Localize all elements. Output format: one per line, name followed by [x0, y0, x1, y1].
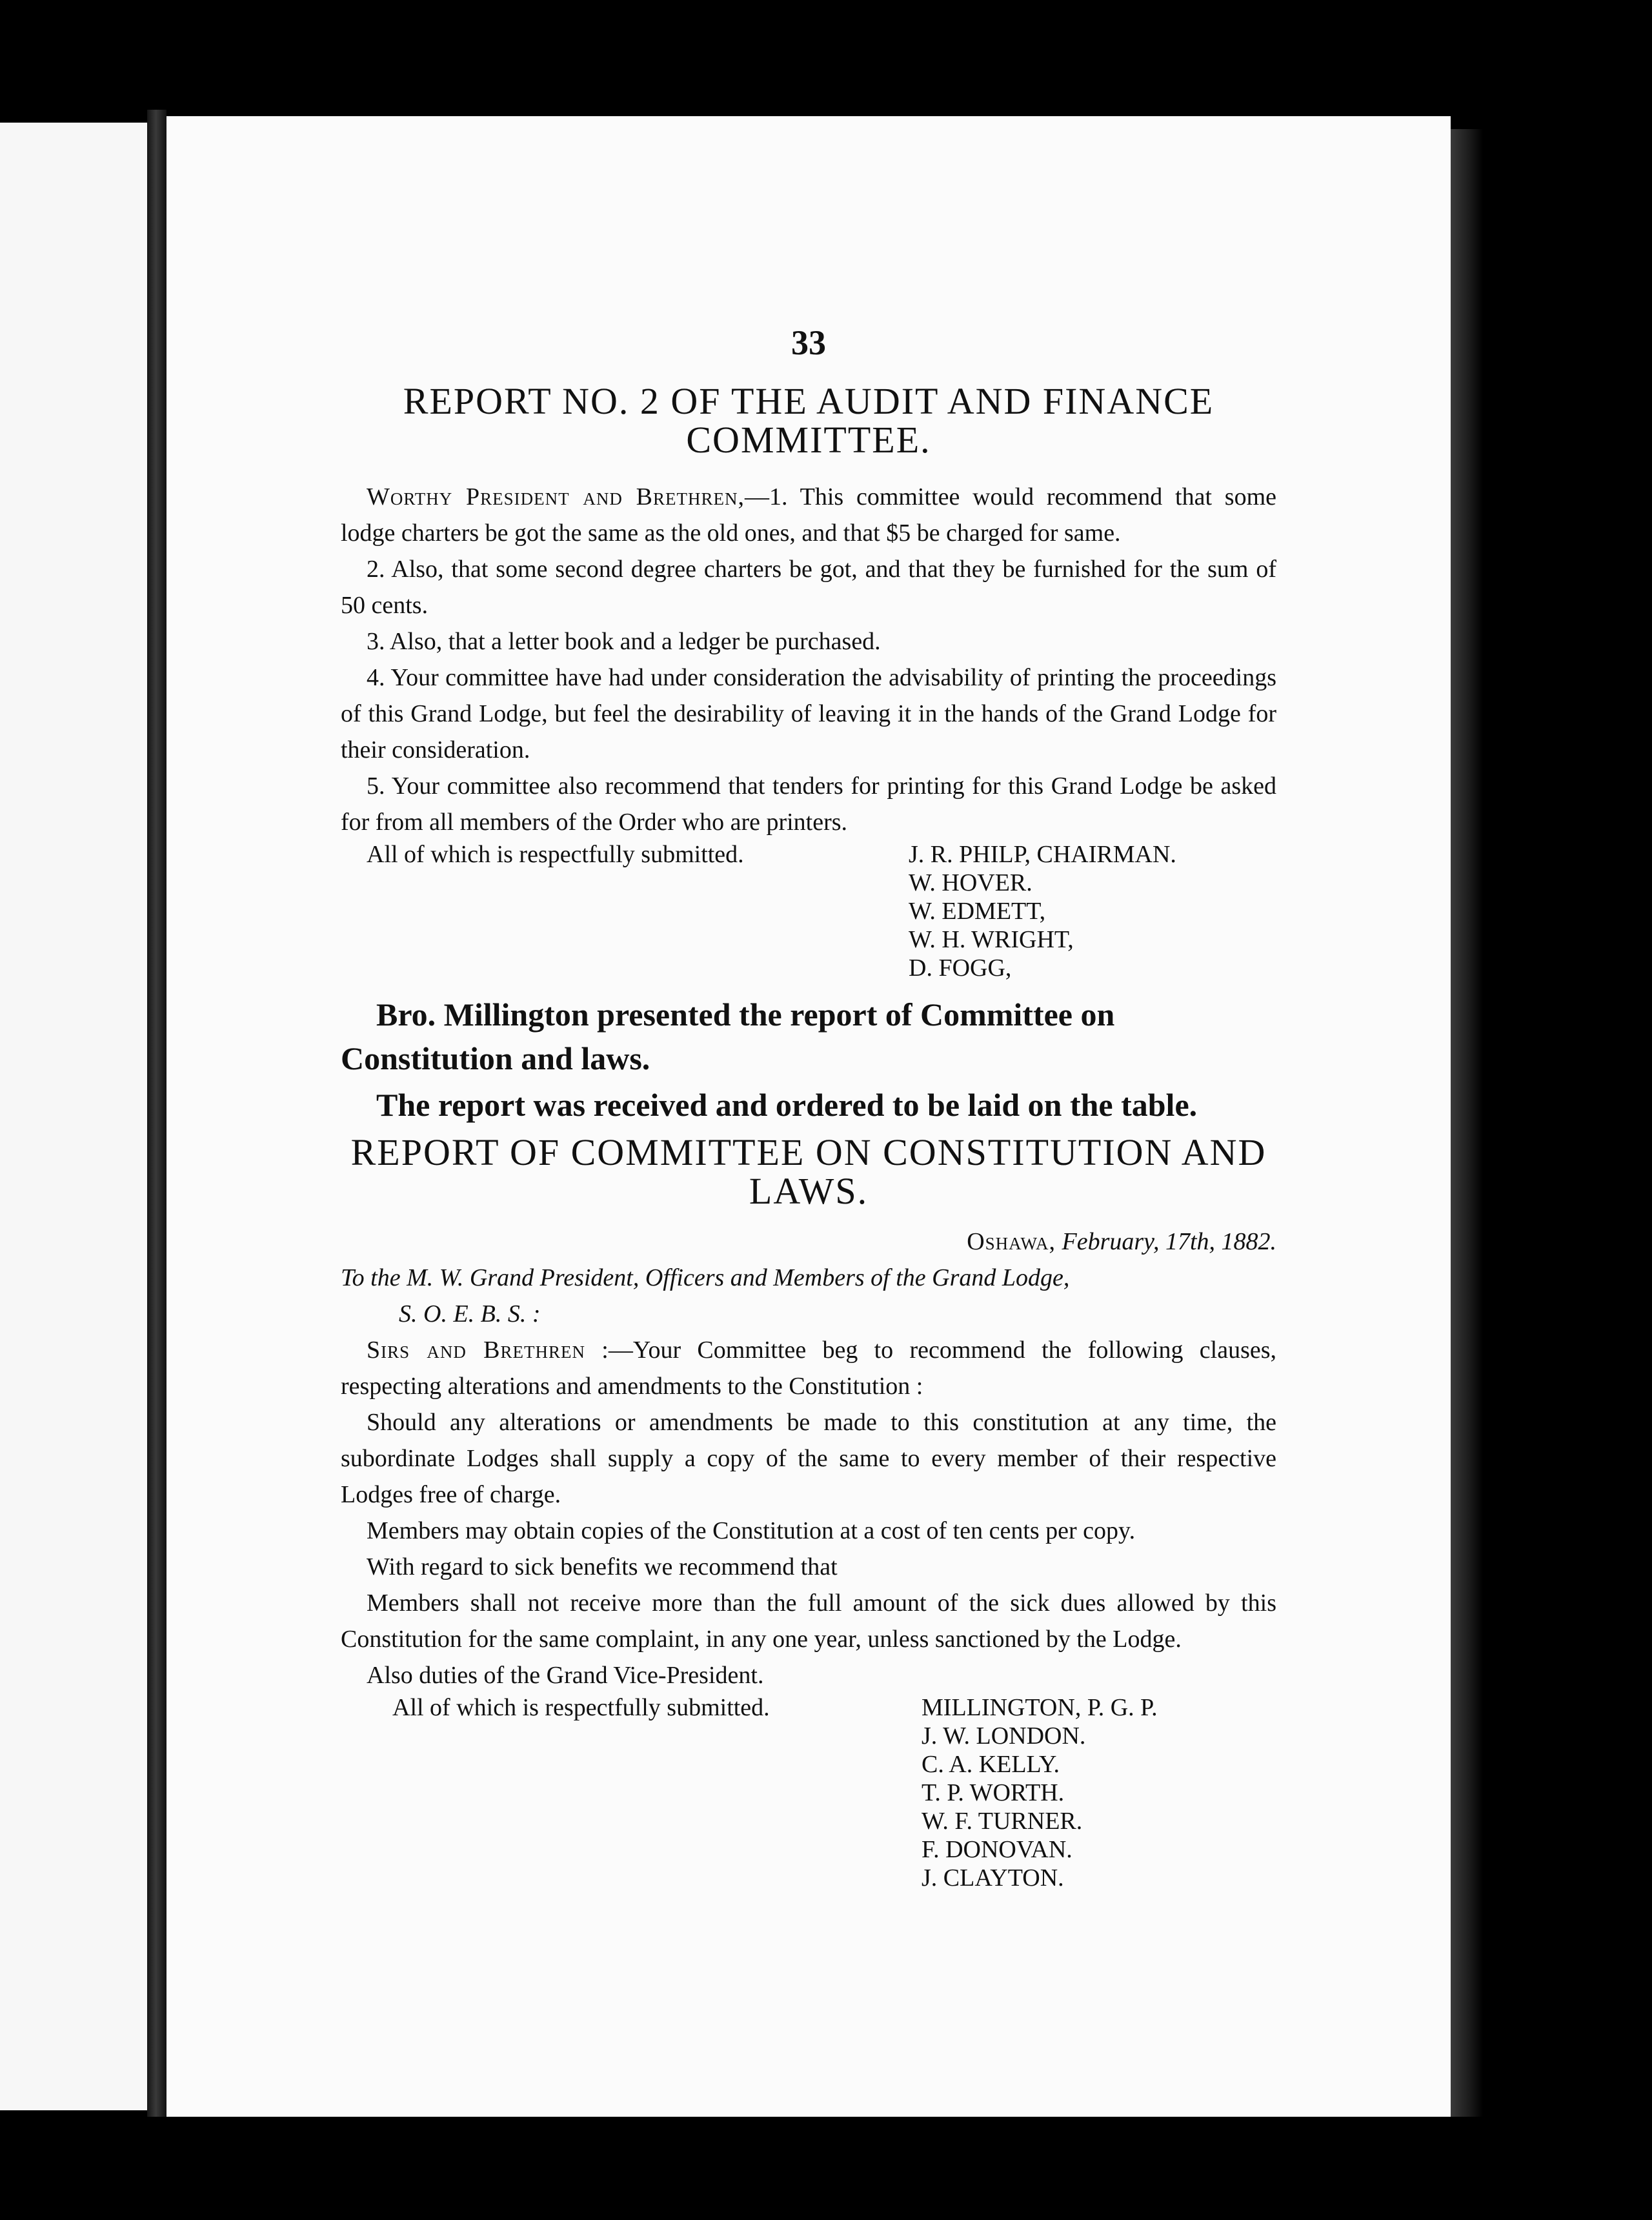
- minutes-line-2: The report was received and ordered to be laid on the table.: [376, 1087, 1198, 1123]
- signatory: W. HOVER.: [909, 869, 1032, 896]
- signatory: J. R. PHILP, CHAIRMAN.: [909, 841, 1176, 868]
- constitution-paragraph-5: Members shall not receive more than the full amount of the sick dues allowed by this Constitution for the same complaint, in any one year, unless sanctioned by the Lodge.: [341, 1589, 1276, 1653]
- report-date: February, 17th, 1882.: [1062, 1228, 1276, 1255]
- constitution-paragraph-3: Members may obtain copies of the Constitution at a cost of ten cents per copy.: [367, 1517, 1136, 1544]
- signatory: T. P. WORTH.: [922, 1779, 1065, 1806]
- constitution-paragraph-6: Also duties of the Grand Vice-President.: [367, 1662, 764, 1689]
- audit-item-4: 4. Your committee have had under consideration the advisability of printing the proceedings of this Grand Lodge, but feel the desirability of leaving it in the hands of the Grand Lodge for their consideration.: [341, 664, 1276, 763]
- audit-item-2: 2. Also, that some second degree charters be got, and that they be furnished for the sum of 50 cents.: [341, 556, 1276, 619]
- page-text: [341, 323, 1276, 1892]
- signatory: F. DONOVAN.: [922, 1836, 1073, 1863]
- audit-report-title: REPORT NO. 2 OF THE AUDIT AND FINANCE COMMITTEE.: [403, 380, 1214, 461]
- constitution-salutation: Sirs and Brethren: [367, 1337, 585, 1364]
- signatory: W. F. TURNER.: [922, 1808, 1083, 1835]
- audit-signatories: [909, 840, 1276, 982]
- signatory: J. W. LONDON.: [922, 1722, 1086, 1750]
- report-address-line-2: S. O. E. B. S. :: [399, 1300, 541, 1327]
- audit-paragraph-1: [341, 479, 1276, 551]
- constitution-report-title: REPORT OF COMMITTEE ON CONSTITUTION AND LAWS.: [350, 1131, 1267, 1212]
- book-spine: [147, 110, 166, 2117]
- signatory: J. CLAYTON.: [922, 1864, 1064, 1892]
- audit-signature-block: [341, 840, 1276, 982]
- audit-item-1: —1. This committee would recommend that some lodge charters be got the same as the old ones, and that $5 be charged for same.: [341, 483, 1276, 547]
- page-number: 33: [791, 323, 826, 362]
- facing-page-edge: [0, 123, 147, 2110]
- audit-closing: All of which is respectfully submitted.: [367, 841, 744, 868]
- signatory: W. H. WRIGHT,: [909, 926, 1074, 953]
- constitution-paragraph-4: With regard to sick benefits we recommend that: [367, 1553, 838, 1580]
- page-stack-edge: [1451, 129, 1483, 2117]
- signatory: C. A. KELLY.: [922, 1751, 1060, 1778]
- constitution-paragraph-2: Should any alterations or amendments be made to this constitution at any time, the subordinate Lodges shall supply a copy of the same to every member of their respective Lodges free of charge.: [341, 1409, 1276, 1508]
- report-dateline: [341, 1224, 1276, 1260]
- minutes-line-1: Bro. Millington presented the report of Committee on Constitution and laws.: [341, 996, 1115, 1076]
- constitution-intro: :—Your Committee beg to recommend the following clauses, respecting alterations and amendments to the Constitution :: [341, 1337, 1277, 1400]
- constitution-closing: All of which is respectfully submitted.: [392, 1694, 770, 1721]
- signatory: MILLINGTON, P. G. P.: [922, 1694, 1158, 1721]
- constitution-signatories: [922, 1693, 1276, 1892]
- constitution-signature-block: [341, 1693, 1276, 1892]
- signatory: W. EDMETT,: [909, 898, 1046, 925]
- constitution-paragraph-1: [341, 1332, 1276, 1404]
- signatory: D. FOGG,: [909, 954, 1012, 982]
- audit-item-5: 5. Your committee also recommend that tenders for printing for this Grand Lodge be asked for from all members of the Order who are printers.: [341, 772, 1276, 836]
- report-address-line-1: To the M. W. Grand President, Officers and Members of the Grand Lodge,: [341, 1264, 1070, 1291]
- audit-salutation: Worthy President and Brethren,: [367, 483, 745, 510]
- audit-item-3: 3. Also, that a letter book and a ledger be purchased.: [367, 628, 881, 655]
- report-place: Oshawa,: [967, 1228, 1056, 1255]
